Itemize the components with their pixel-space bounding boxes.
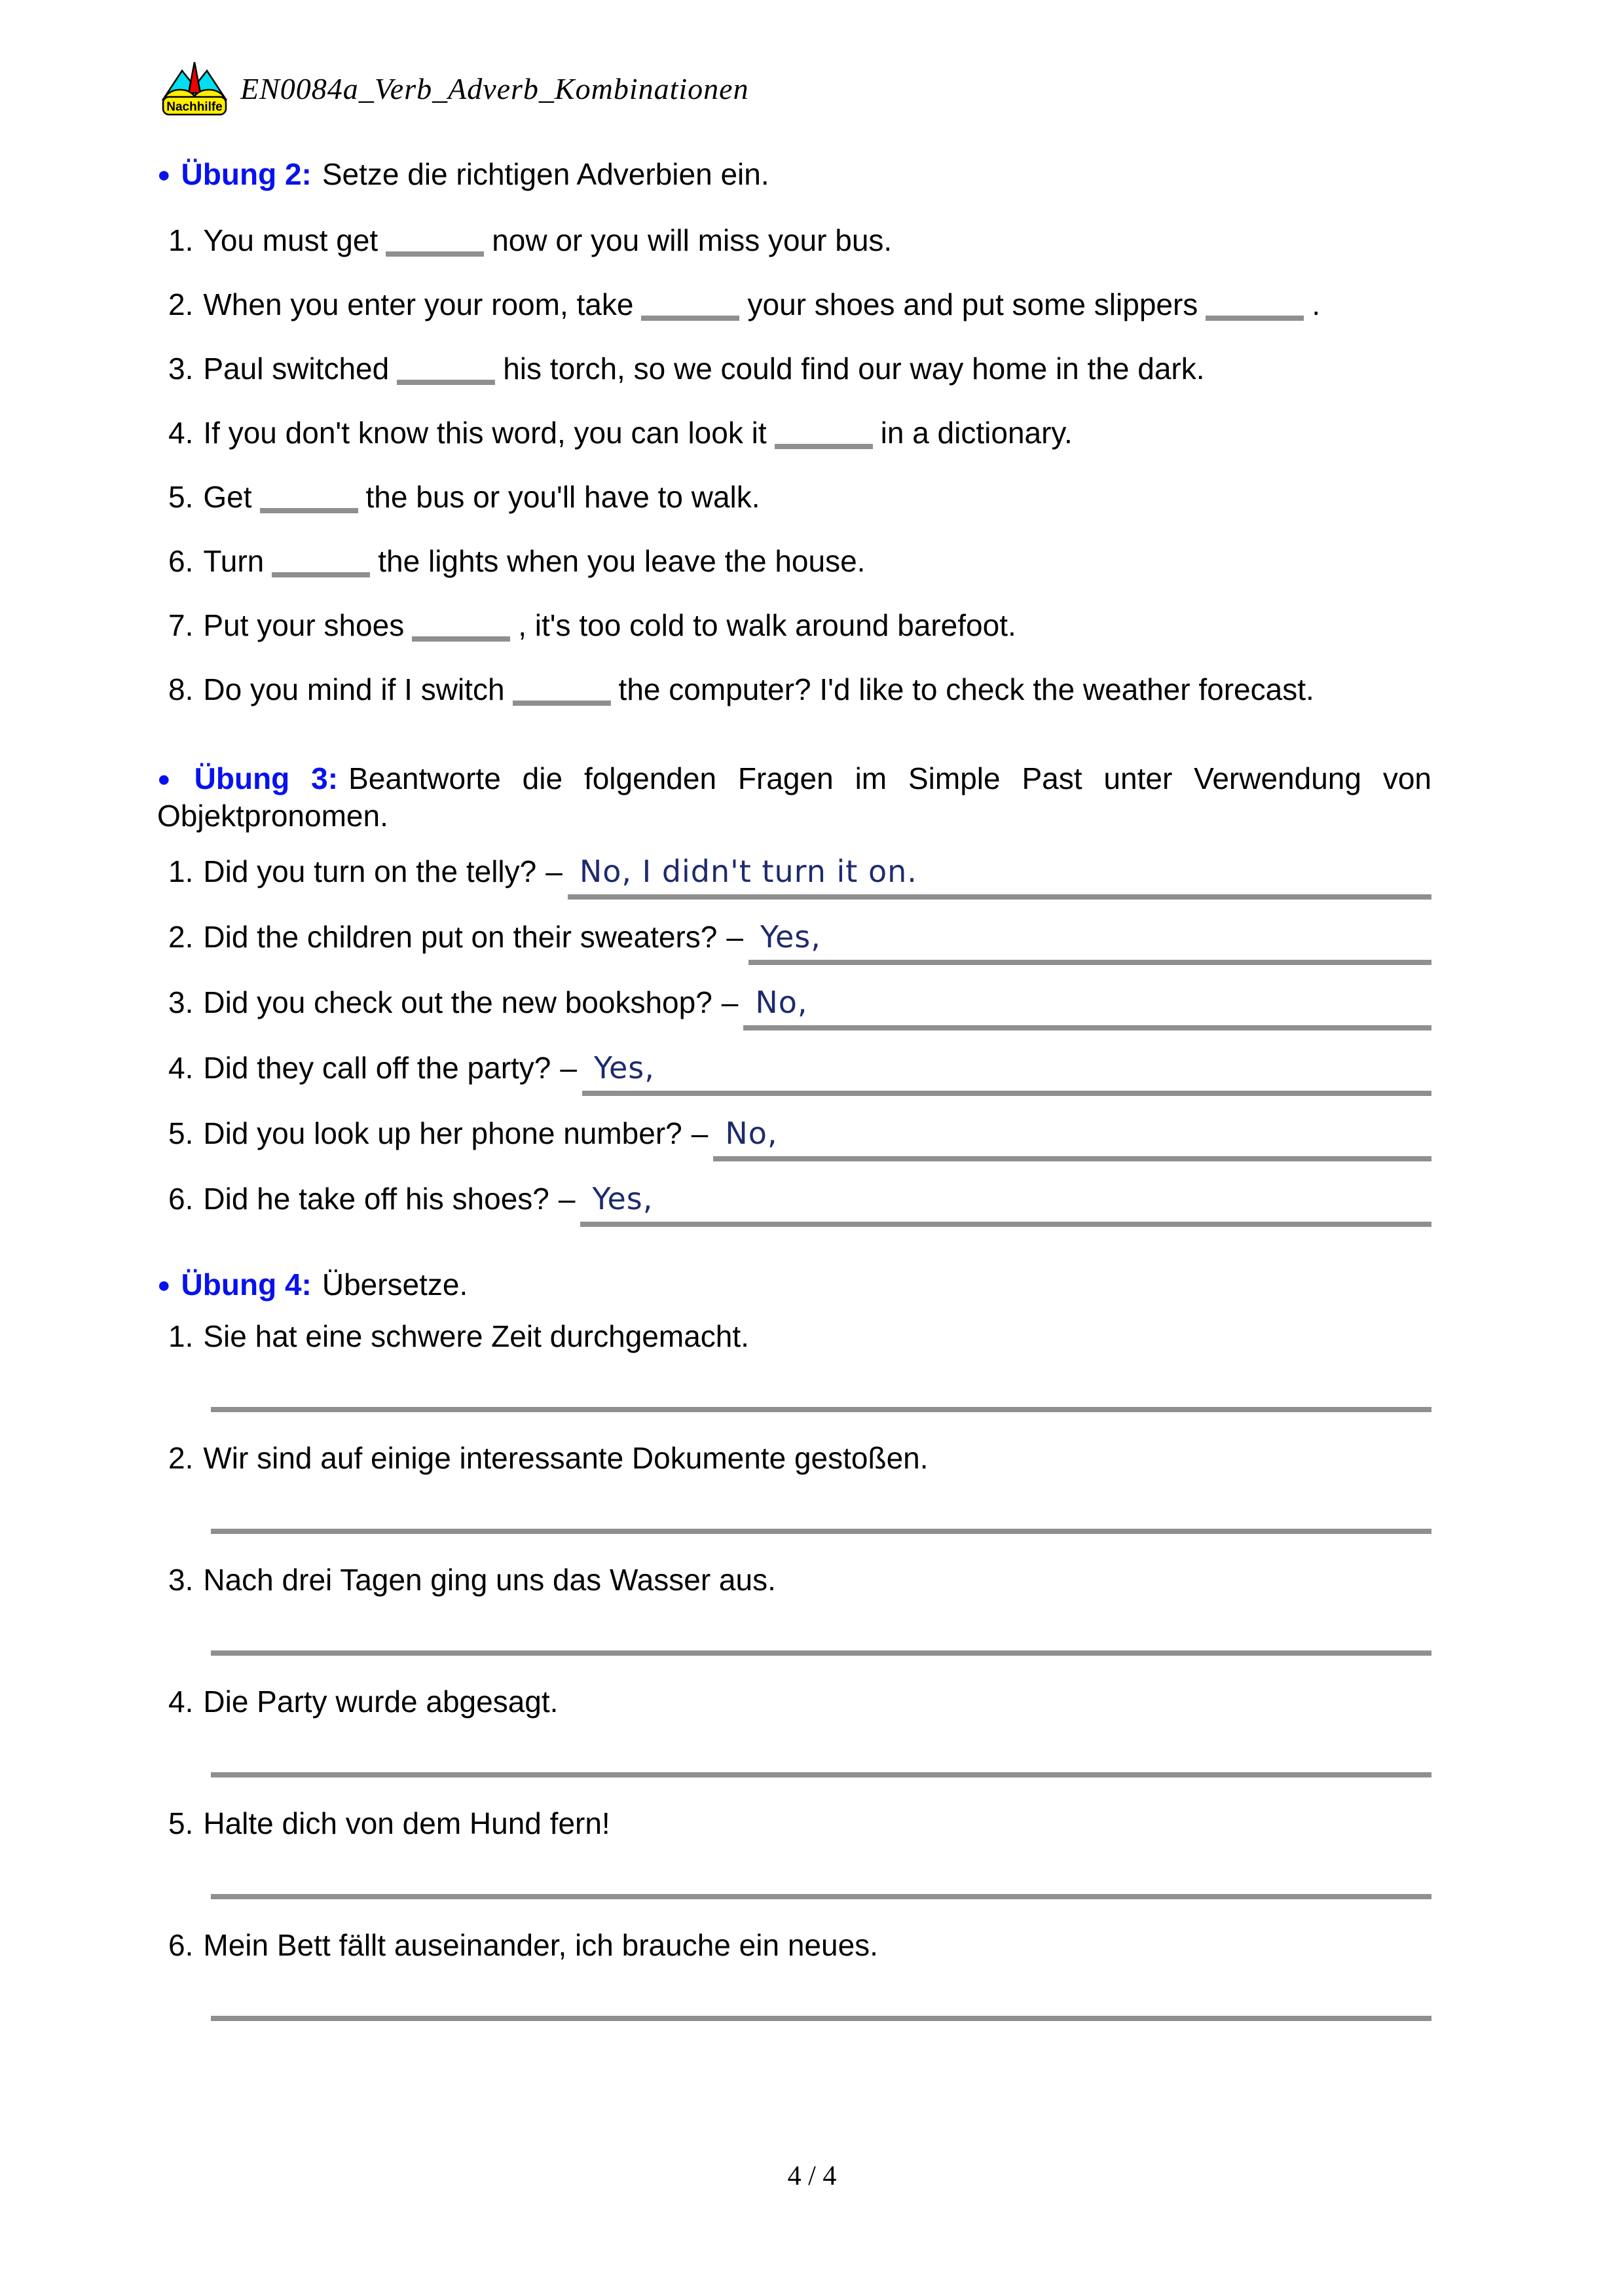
fill-in-item — [168, 223, 1431, 257]
exercise2-heading — [157, 156, 1431, 193]
sentence-text: Wir sind auf einige interessante Dokumente gestoßen. — [203, 1441, 929, 1475]
sentence — [203, 416, 1072, 450]
item-number: 2. — [168, 920, 194, 954]
fill-in-item — [168, 608, 1431, 642]
question — [168, 1182, 580, 1216]
sentence-text: Halte dich von dem Hund fern! — [203, 1806, 610, 1840]
handwritten-answer: Yes, — [760, 919, 821, 955]
item-number: 1. — [168, 223, 194, 257]
fill-in-item — [168, 416, 1431, 450]
fill-in-item — [168, 352, 1431, 386]
sentence-text: Sie hat eine schwere Zeit durchgemacht. — [203, 1319, 749, 1353]
bullet-icon: ● — [157, 767, 184, 792]
fill-in-blank[interactable] — [641, 316, 739, 321]
handwritten-answer: No, — [755, 985, 808, 1020]
sentence-text: Get — [203, 480, 252, 514]
exercise3-heading — [157, 760, 1431, 834]
item-number: 6. — [168, 544, 194, 578]
exercise2-instruction: Setze die richtigen Adverbien ein. — [322, 157, 769, 191]
fill-in-blank[interactable] — [272, 572, 370, 577]
fill-in-blank[interactable] — [260, 508, 358, 513]
handwritten-answer: Yes, — [592, 1181, 654, 1216]
item-number: 2. — [168, 287, 194, 321]
dash-separator: – — [721, 985, 739, 1019]
page-footer — [0, 2160, 1624, 2192]
item-number: 5. — [168, 1116, 194, 1150]
question-text: Did you check out the new bookshop? — [203, 985, 712, 1019]
item-number: 1. — [168, 1319, 194, 1353]
dash-separator: – — [545, 854, 563, 888]
exercise2-label: Übung 2: — [181, 157, 312, 191]
fill-in-blank[interactable] — [775, 444, 873, 449]
item-number: 2. — [168, 1441, 194, 1475]
sentence-text: the computer? I'd like to check the weather forecast. — [618, 672, 1314, 706]
fill-in-blank[interactable] — [513, 701, 611, 706]
handwritten-answer: Yes, — [593, 1050, 655, 1085]
translation-item — [168, 1441, 1431, 1475]
handwritten-answer: No, I didn't turn it on. — [579, 854, 917, 889]
answer-line[interactable] — [211, 1894, 1431, 1899]
sentence-text: Do you mind if I switch — [203, 672, 505, 706]
sentence-text: Nach drei Tagen ging uns das Wasser aus. — [203, 1563, 776, 1597]
fill-in-blank[interactable] — [412, 636, 510, 642]
question-answer-row — [168, 1116, 1431, 1161]
sentence-text: in a dictionary. — [880, 416, 1073, 450]
item-number: 4. — [168, 416, 194, 450]
exercise4-items — [168, 1319, 1431, 2021]
question-answer-row — [168, 1050, 1431, 1096]
question-text: Did they call off the party? — [203, 1051, 551, 1085]
exercise4-label: Übung 4: — [181, 1267, 312, 1302]
handwritten-answer: No, — [725, 1116, 778, 1151]
question-answer-row — [168, 854, 1431, 900]
sentence-text: . — [1312, 287, 1321, 321]
sentence-text: the lights when you leave the house. — [378, 544, 866, 578]
bullet-icon: ● — [157, 162, 171, 187]
sentence-text: Mein Bett fällt auseinander, ich brauche ein neues. — [203, 1928, 878, 1962]
item-number: 6. — [168, 1928, 194, 1962]
sentence-text: now or you will miss your bus. — [492, 223, 893, 257]
item-number: 7. — [168, 608, 194, 642]
item-number: 8. — [168, 672, 194, 706]
page-number: 4 / 4 — [787, 2161, 837, 2191]
question-answer-row — [168, 1181, 1431, 1227]
item-number: 4. — [168, 1051, 194, 1085]
item-number: 5. — [168, 480, 194, 514]
item-number: 3. — [168, 985, 194, 1019]
dash-separator: – — [558, 1182, 576, 1216]
item-number: 3. — [168, 1563, 194, 1597]
question — [168, 1051, 582, 1085]
sentence-text: When you enter your room, take — [203, 287, 634, 321]
sentence-text: your shoes and put some slippers — [747, 287, 1198, 321]
sentence-text: If you don't know this word, you can look it — [203, 416, 767, 450]
answer-line[interactable] — [211, 1650, 1431, 1656]
question-text: Did the children put on their sweaters? — [203, 920, 718, 954]
sentence-text: his torch, so we could find our way home in the dark. — [503, 352, 1205, 386]
fill-in-blank[interactable] — [397, 380, 495, 385]
question-text: Did you look up her phone number? — [203, 1116, 682, 1150]
translation-item — [168, 1563, 1431, 1597]
answer-line[interactable] — [743, 985, 1431, 1030]
question-answer-row — [168, 985, 1431, 1030]
question — [168, 920, 748, 954]
exercise3-items — [168, 854, 1431, 1227]
exercise3-instruction: Beantworte die folgenden Fragen im Simple Past unter Verwendung von Objektpronomen. — [157, 761, 1431, 833]
fill-in-item — [168, 544, 1431, 578]
logo-label: Nachhilfe — [166, 100, 223, 114]
exercise3-label: Übung 3: — [194, 761, 339, 795]
dash-separator: – — [691, 1116, 709, 1150]
item-number: 3. — [168, 352, 194, 386]
sentence — [203, 480, 760, 514]
question — [168, 1116, 713, 1150]
sentence — [203, 287, 1320, 321]
nachhilfe-logo-icon — [160, 60, 229, 117]
page-header — [160, 60, 749, 117]
answer-line[interactable] — [211, 1529, 1431, 1534]
answer-line[interactable] — [211, 1772, 1431, 1777]
sentence — [203, 544, 865, 578]
sentence — [203, 672, 1314, 706]
fill-in-item — [168, 672, 1431, 706]
sentence-text: Put your shoes — [203, 608, 405, 642]
question-text: Did he take off his shoes? — [203, 1182, 549, 1216]
sentence-text: the bus or you'll have to walk. — [365, 480, 760, 514]
sentence-text: Paul switched — [203, 352, 390, 386]
exercise4-instruction: Übersetze. — [322, 1267, 468, 1302]
item-number: 4. — [168, 1685, 194, 1719]
exercise4-heading — [157, 1266, 1431, 1303]
worksheet-content — [157, 156, 1431, 2021]
dash-separator: – — [726, 920, 743, 954]
question — [168, 985, 743, 1019]
sentence — [203, 608, 1016, 642]
sentence-text: Turn — [203, 544, 265, 578]
sentence-text: You must get — [203, 223, 378, 257]
sentence-text: Die Party wurde abgesagt. — [203, 1685, 559, 1719]
sentence-text: , it's too cold to walk around barefoot. — [518, 608, 1016, 642]
translation-item — [168, 1806, 1431, 1840]
exercise2-items — [168, 223, 1431, 706]
sentence — [203, 352, 1204, 386]
sentence — [203, 223, 892, 257]
translation-item — [168, 1928, 1431, 1962]
translation-item — [168, 1319, 1431, 1353]
item-number: 5. — [168, 1806, 194, 1840]
answer-line[interactable] — [748, 919, 1431, 965]
fill-in-blank[interactable] — [1206, 316, 1304, 321]
bullet-icon: ● — [157, 1273, 171, 1298]
answer-line[interactable] — [582, 1050, 1431, 1096]
dash-separator: – — [560, 1051, 577, 1085]
answer-line[interactable] — [211, 2016, 1431, 2021]
answer-line[interactable] — [713, 1116, 1431, 1161]
answer-line[interactable] — [568, 854, 1431, 900]
item-number: 1. — [168, 854, 194, 888]
answer-line[interactable] — [211, 1407, 1431, 1412]
fill-in-blank[interactable] — [386, 251, 484, 257]
question-text: Did you turn on the telly? — [203, 854, 537, 888]
item-number: 6. — [168, 1182, 194, 1216]
answer-line[interactable] — [580, 1181, 1431, 1227]
translation-item — [168, 1685, 1431, 1719]
question — [168, 854, 568, 888]
question-answer-row — [168, 919, 1431, 965]
document-title: EN0084a_Verb_Adverb_Kombinationen — [240, 71, 749, 105]
fill-in-item — [168, 480, 1431, 514]
fill-in-item — [168, 287, 1431, 321]
